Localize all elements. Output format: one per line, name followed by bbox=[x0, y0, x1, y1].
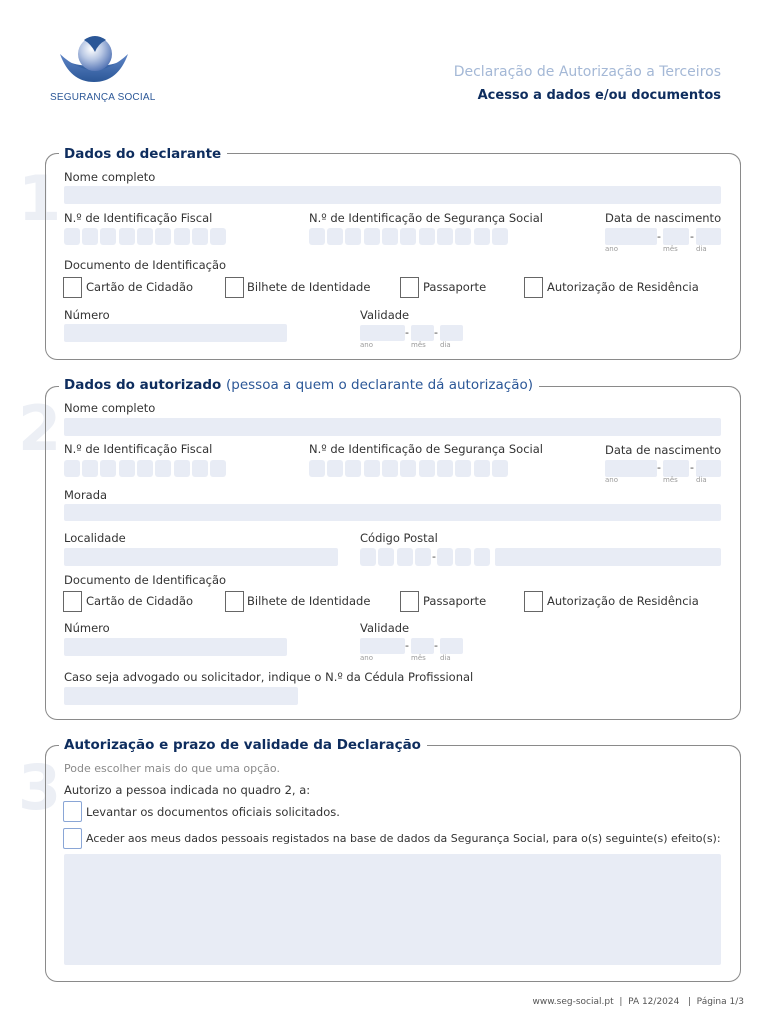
nif-label: N.º de Identificação Fiscal bbox=[64, 211, 213, 225]
nascimento-label: Data de nascimento bbox=[605, 211, 722, 225]
validade-ano-field-2[interactable] bbox=[360, 638, 405, 654]
section-1-title: Dados do declarante bbox=[64, 146, 227, 162]
niss-field-2[interactable] bbox=[309, 460, 509, 477]
section-3-title: Autorização e prazo de validade da Declaração bbox=[64, 737, 427, 753]
logo-text: SEGURANÇA SOCIAL bbox=[50, 92, 156, 103]
date-dia-hint: dia bbox=[696, 245, 707, 253]
validade-label: Validade bbox=[360, 308, 410, 322]
logo bbox=[58, 34, 130, 90]
nascimento-label-2: Data de nascimento bbox=[605, 443, 722, 457]
validade-dia-hint: dia bbox=[440, 341, 451, 349]
section-3-number: 3 bbox=[18, 751, 62, 824]
morada-field[interactable] bbox=[64, 504, 721, 521]
nome-field-2[interactable] bbox=[64, 418, 721, 436]
validade-mes-field-2[interactable] bbox=[411, 638, 434, 654]
numero-field[interactable] bbox=[64, 324, 287, 342]
niss-label-2: N.º de Identificação de Segurança Social bbox=[309, 442, 543, 456]
doc-passaporte-checkbox-2[interactable] bbox=[400, 591, 419, 612]
doc-cc-label: Cartão de Cidadão bbox=[86, 280, 194, 294]
aceder-dados-label: Aceder aos meus dados pessoais registados na base de dados da Segurança Social, para o(s) seguinte(s) efeito(s): bbox=[86, 832, 721, 845]
nome-label: Nome completo bbox=[64, 170, 156, 184]
numero-label-2: Número bbox=[64, 621, 110, 635]
section-2-title-note: (pessoa a quem o declarante dá autorização) bbox=[225, 377, 533, 393]
cedula-label: Caso seja advogado ou solicitador, indique o N.º da Cédula Profissional bbox=[64, 670, 474, 684]
date-ano-hint: ano bbox=[605, 245, 619, 253]
logo-emblem-icon bbox=[58, 34, 130, 90]
doc-passaporte-label-2: Passaporte bbox=[423, 594, 487, 608]
validade-mes-hint: mês bbox=[411, 341, 426, 349]
nif-field[interactable] bbox=[64, 228, 228, 245]
validade-mes-field[interactable] bbox=[411, 325, 434, 341]
doc-bi-checkbox[interactable] bbox=[225, 277, 244, 298]
validade-dia-hint-2: dia bbox=[440, 654, 451, 662]
nascimento-dia-field[interactable] bbox=[696, 228, 721, 245]
nascimento-mes-field[interactable] bbox=[663, 228, 689, 245]
doc-passaporte-label: Passaporte bbox=[423, 280, 487, 294]
niss-label: N.º de Identificação de Segurança Social bbox=[309, 211, 543, 225]
footer-text: www.seg-social.pt | PA 12/2024 | Página 1/3 bbox=[532, 997, 744, 1007]
nascimento-ano-field-2[interactable] bbox=[605, 460, 657, 477]
validade-dia-field[interactable] bbox=[440, 325, 463, 341]
page-subtitle: Acesso a dados e/ou documentos bbox=[477, 88, 721, 103]
doc-ar-label-2: Autorização de Residência bbox=[547, 594, 699, 608]
section-3-hint: Pode escolher mais do que uma opção. bbox=[64, 762, 280, 775]
nome-field[interactable] bbox=[64, 186, 721, 204]
localidade-label: Localidade bbox=[64, 531, 126, 545]
nascimento-dia-field-2[interactable] bbox=[696, 460, 721, 477]
doc-ar-label: Autorização de Residência bbox=[547, 280, 699, 294]
nascimento-mes-field-2[interactable] bbox=[663, 460, 689, 477]
doc-cc-checkbox-2[interactable] bbox=[63, 591, 82, 612]
cedula-field[interactable] bbox=[64, 687, 298, 705]
doc-ar-checkbox[interactable] bbox=[524, 277, 543, 298]
validade-mes-hint-2: mês bbox=[411, 654, 426, 662]
date-mes-hint: mês bbox=[663, 245, 678, 253]
nome-label-2: Nome completo bbox=[64, 401, 156, 415]
section-2-title bbox=[64, 377, 539, 393]
documento-label: Documento de Identificação bbox=[64, 258, 227, 272]
validade-label-2: Validade bbox=[360, 621, 410, 635]
aceder-dados-checkbox[interactable] bbox=[63, 828, 82, 849]
doc-bi-checkbox-2[interactable] bbox=[225, 591, 244, 612]
page-title: Declaração de Autorização a Terceiros bbox=[453, 64, 721, 80]
documento-label-2: Documento de Identificação bbox=[64, 573, 227, 587]
section-2-number: 2 bbox=[18, 392, 62, 465]
localidade-field[interactable] bbox=[64, 548, 338, 566]
date-ano-hint-2: ano bbox=[605, 476, 619, 484]
nif-label-2: N.º de Identificação Fiscal bbox=[64, 442, 213, 456]
doc-passaporte-checkbox[interactable] bbox=[400, 277, 419, 298]
levantar-documentos-label: Levantar os documentos oficiais solicitados. bbox=[86, 805, 340, 819]
validade-ano-hint-2: ano bbox=[360, 654, 374, 662]
validade-ano-field[interactable] bbox=[360, 325, 405, 341]
doc-bi-label: Bilhete de Identidade bbox=[247, 280, 371, 294]
codigo-postal-field[interactable]: - bbox=[360, 548, 492, 566]
levantar-documentos-checkbox[interactable] bbox=[63, 801, 82, 822]
date-dia-hint-2: dia bbox=[696, 476, 707, 484]
numero-label: Número bbox=[64, 308, 110, 322]
morada-label: Morada bbox=[64, 488, 108, 502]
section-1-number: 1 bbox=[18, 162, 62, 235]
nif-field-2[interactable] bbox=[64, 460, 228, 477]
doc-cc-checkbox[interactable] bbox=[63, 277, 82, 298]
codigo-postal-designacao-field[interactable] bbox=[495, 548, 721, 566]
niss-field[interactable] bbox=[309, 228, 509, 245]
doc-ar-checkbox-2[interactable] bbox=[524, 591, 543, 612]
nascimento-ano-field[interactable] bbox=[605, 228, 657, 245]
section-3-intro: Autorizo a pessoa indicada no quadro 2, a: bbox=[64, 783, 311, 797]
numero-field-2[interactable] bbox=[64, 638, 287, 656]
section-2-title-main: Dados do autorizado bbox=[64, 377, 222, 393]
efeitos-textarea[interactable] bbox=[64, 854, 721, 965]
validade-dia-field-2[interactable] bbox=[440, 638, 463, 654]
validade-ano-hint: ano bbox=[360, 341, 374, 349]
doc-bi-label-2: Bilhete de Identidade bbox=[247, 594, 371, 608]
codigo-postal-label: Código Postal bbox=[360, 531, 438, 545]
doc-cc-label-2: Cartão de Cidadão bbox=[86, 594, 194, 608]
date-mes-hint-2: mês bbox=[663, 476, 678, 484]
